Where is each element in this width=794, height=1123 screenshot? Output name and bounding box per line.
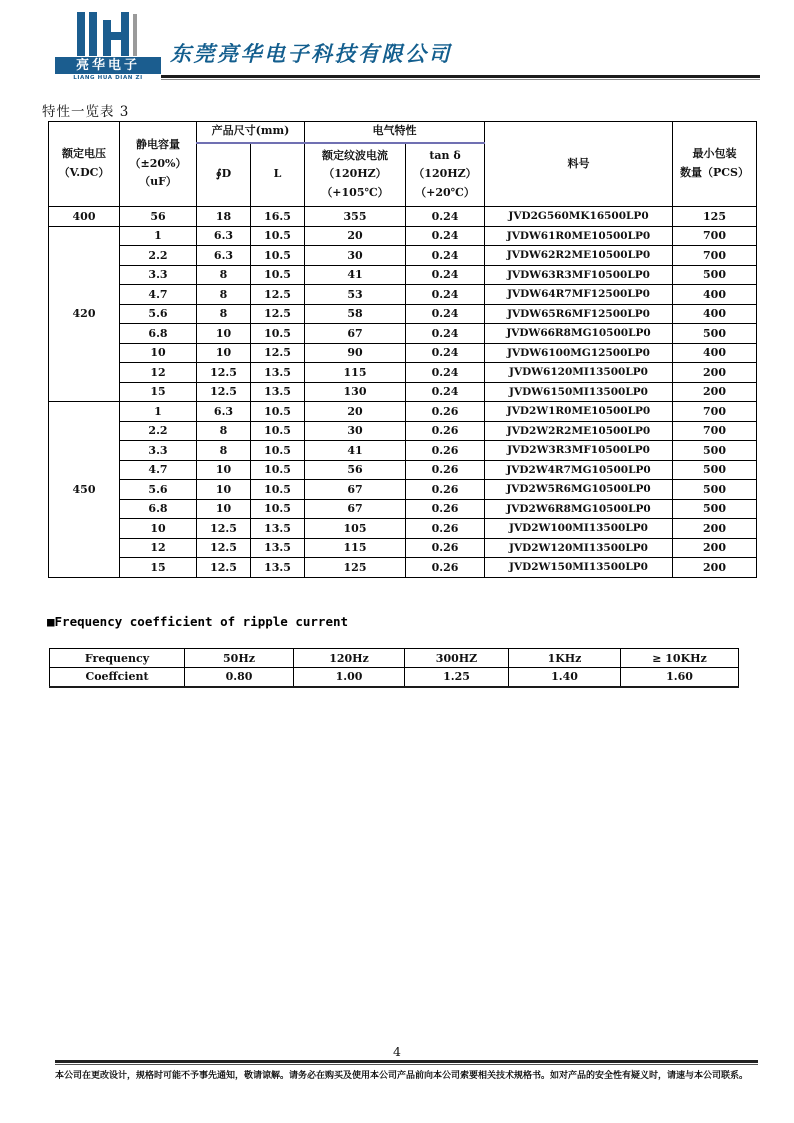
spec-cell-pkg: 700 <box>673 226 757 246</box>
spec-cell-ripple: 355 <box>305 207 406 227</box>
spec-cell-l: 12.5 <box>251 304 305 324</box>
logo-text-cn: 亮华电子 <box>55 57 161 74</box>
spec-cell-cap: 3.3 <box>120 441 197 461</box>
spec-cell-ripple: 58 <box>305 304 406 324</box>
spec-cell-l: 13.5 <box>251 363 305 383</box>
spec-cell-part: JVDW66R8MG10500LP0 <box>485 324 673 344</box>
spec-cell-tan: 0.26 <box>406 480 485 500</box>
spec-cell-pkg: 200 <box>673 519 757 539</box>
spec-cell-ripple: 41 <box>305 441 406 461</box>
spec-row <box>49 441 757 461</box>
spec-cell-pkg: 500 <box>673 265 757 285</box>
spec-cell-tan: 0.24 <box>406 285 485 305</box>
spec-row <box>49 460 757 480</box>
spec-cell-l: 10.5 <box>251 441 305 461</box>
spec-cell-pkg: 400 <box>673 285 757 305</box>
col-header-electrical-group: 电气特性 <box>305 122 485 143</box>
spec-cell-d: 8 <box>197 304 251 324</box>
spec-cell-part: JVD2W4R7MG10500LP0 <box>485 460 673 480</box>
spec-cell-l: 10.5 <box>251 324 305 344</box>
spec-cell-l: 13.5 <box>251 538 305 558</box>
spec-cell-ripple: 67 <box>305 324 406 344</box>
frequency-cell: 1.00 <box>294 668 405 687</box>
spec-cell-l: 10.5 <box>251 421 305 441</box>
company-logo <box>55 12 161 81</box>
spec-cell-tan: 0.26 <box>406 460 485 480</box>
spec-cell-ripple: 67 <box>305 499 406 519</box>
spec-cell-d: 12.5 <box>197 382 251 402</box>
spec-row <box>49 382 757 402</box>
spec-cell-l: 16.5 <box>251 207 305 227</box>
spec-cell-pkg: 125 <box>673 207 757 227</box>
spec-cell-tan: 0.24 <box>406 343 485 363</box>
spec-cell-pkg: 700 <box>673 246 757 266</box>
spec-cell-ripple: 30 <box>305 246 406 266</box>
spec-cell-ripple: 30 <box>305 421 406 441</box>
frequency-cell: 1KHz <box>509 649 621 668</box>
spec-cell-cap: 1 <box>120 226 197 246</box>
spec-cell-cap: 15 <box>120 382 197 402</box>
spec-cell-d: 6.3 <box>197 246 251 266</box>
voltage-cell: 420 <box>49 226 120 402</box>
spec-cell-part: JVDW6150MI13500LP0 <box>485 382 673 402</box>
header-rule-shadow <box>120 79 760 80</box>
spec-cell-cap: 3.3 <box>120 265 197 285</box>
spec-cell-tan: 0.24 <box>406 265 485 285</box>
spec-cell-d: 8 <box>197 265 251 285</box>
spec-cell-cap: 6.8 <box>120 499 197 519</box>
spec-cell-part: JVD2W100MI13500LP0 <box>485 519 673 539</box>
frequency-table <box>49 648 739 688</box>
spec-cell-tan: 0.26 <box>406 421 485 441</box>
spec-cell-tan: 0.26 <box>406 441 485 461</box>
spec-cell-pkg: 200 <box>673 538 757 558</box>
col-header-diameter: ∮D <box>197 143 251 207</box>
spec-row <box>49 519 757 539</box>
spec-cell-cap: 1 <box>120 402 197 422</box>
spec-cell-l: 10.5 <box>251 402 305 422</box>
spec-row <box>49 421 757 441</box>
spec-cell-cap: 2.2 <box>120 246 197 266</box>
spec-cell-part: JVDW65R6MF12500LP0 <box>485 304 673 324</box>
col-header-tan: tan δ （120HZ） （+20℃） <box>406 143 485 207</box>
spec-cell-d: 10 <box>197 343 251 363</box>
spec-cell-l: 13.5 <box>251 558 305 578</box>
spec-cell-pkg: 700 <box>673 421 757 441</box>
col-header-dimensions-group: 产品尺寸(mm) <box>197 122 305 143</box>
spec-cell-pkg: 700 <box>673 402 757 422</box>
spec-cell-ripple: 41 <box>305 265 406 285</box>
spec-cell-pkg: 200 <box>673 382 757 402</box>
spec-cell-d: 10 <box>197 460 251 480</box>
spec-cell-part: JVD2W6R8MG10500LP0 <box>485 499 673 519</box>
spec-cell-ripple: 130 <box>305 382 406 402</box>
spec-row <box>49 246 757 266</box>
spec-cell-d: 12.5 <box>197 519 251 539</box>
frequency-cell: 1.40 <box>509 668 621 687</box>
col-header-voltage: 额定电压 （V.DC） <box>49 122 120 207</box>
voltage-cell: 450 <box>49 402 120 578</box>
spec-cell-cap: 6.8 <box>120 324 197 344</box>
spec-row <box>49 363 757 383</box>
spec-cell-part: JVDW64R7MF12500LP0 <box>485 285 673 305</box>
spec-cell-cap: 15 <box>120 558 197 578</box>
spec-cell-pkg: 500 <box>673 460 757 480</box>
spec-cell-part: JVDW61R0ME10500LP0 <box>485 226 673 246</box>
spec-cell-tan: 0.26 <box>406 558 485 578</box>
spec-row <box>49 402 757 422</box>
spec-row <box>49 265 757 285</box>
spec-cell-tan: 0.24 <box>406 226 485 246</box>
spec-cell-ripple: 67 <box>305 480 406 500</box>
spec-cell-d: 6.3 <box>197 226 251 246</box>
frequency-row <box>50 649 739 668</box>
spec-cell-cap: 10 <box>120 343 197 363</box>
spec-row <box>49 480 757 500</box>
spec-cell-ripple: 105 <box>305 519 406 539</box>
spec-cell-cap: 56 <box>120 207 197 227</box>
spec-cell-tan: 0.26 <box>406 499 485 519</box>
spec-cell-pkg: 400 <box>673 304 757 324</box>
spec-cell-pkg: 500 <box>673 499 757 519</box>
spec-cell-ripple: 20 <box>305 226 406 246</box>
spec-cell-tan: 0.24 <box>406 363 485 383</box>
frequency-cell: 120Hz <box>294 649 405 668</box>
frequency-row-label: Coeffcient <box>50 668 185 687</box>
header-rule <box>120 75 760 78</box>
spec-cell-tan: 0.24 <box>406 304 485 324</box>
spec-cell-part: JVD2G560MK16500LP0 <box>485 207 673 227</box>
spec-cell-l: 10.5 <box>251 226 305 246</box>
col-header-length: L <box>251 143 305 207</box>
spec-header-row-1 <box>49 122 757 143</box>
footer-rule <box>55 1060 758 1063</box>
spec-table <box>48 121 757 578</box>
spec-cell-ripple: 56 <box>305 460 406 480</box>
spec-row <box>49 343 757 363</box>
spec-cell-l: 10.5 <box>251 246 305 266</box>
spec-cell-l: 10.5 <box>251 460 305 480</box>
spec-cell-l: 10.5 <box>251 499 305 519</box>
spec-cell-ripple: 90 <box>305 343 406 363</box>
company-name: 东莞亮华电子科技有限公司 <box>170 41 452 66</box>
spec-row <box>49 324 757 344</box>
spec-cell-d: 10 <box>197 324 251 344</box>
logo-lh-icon <box>75 12 141 56</box>
spec-cell-tan: 0.24 <box>406 324 485 344</box>
spec-row <box>49 538 757 558</box>
spec-cell-pkg: 500 <box>673 324 757 344</box>
spec-cell-tan: 0.24 <box>406 246 485 266</box>
spec-cell-d: 12.5 <box>197 558 251 578</box>
spec-cell-pkg: 500 <box>673 441 757 461</box>
col-header-ripple: 额定纹波电流 （120HZ） （+105℃） <box>305 143 406 207</box>
spec-cell-part: JVD2W120MI13500LP0 <box>485 538 673 558</box>
frequency-cell: 50Hz <box>185 649 294 668</box>
spec-cell-d: 10 <box>197 499 251 519</box>
spec-cell-d: 12.5 <box>197 363 251 383</box>
spec-cell-d: 8 <box>197 421 251 441</box>
spec-cell-tan: 0.24 <box>406 382 485 402</box>
frequency-cell: 1.25 <box>405 668 509 687</box>
spec-cell-part: JVD2W150MI13500LP0 <box>485 558 673 578</box>
footer-disclaimer: 本公司在更改设计，规格时可能不予事先通知，敬请谅解。请务必在购买及使用本公司产品前向本公司索要相关技术规格书。如对产品的安全性有疑义时，请速与本公司联系。 <box>55 1071 749 1081</box>
spec-cell-ripple: 125 <box>305 558 406 578</box>
spec-row <box>49 558 757 578</box>
spec-row <box>49 499 757 519</box>
spec-cell-cap: 10 <box>120 519 197 539</box>
spec-cell-pkg: 500 <box>673 480 757 500</box>
spec-cell-part: JVDW62R2ME10500LP0 <box>485 246 673 266</box>
spec-cell-part: JVD2W1R0ME10500LP0 <box>485 402 673 422</box>
spec-cell-cap: 2.2 <box>120 421 197 441</box>
spec-cell-ripple: 20 <box>305 402 406 422</box>
frequency-cell: ≥ 10KHz <box>621 649 739 668</box>
spec-cell-d: 6.3 <box>197 402 251 422</box>
frequency-section-heading: ■Frequency coefficient of ripple current <box>47 614 349 629</box>
spec-cell-cap: 4.7 <box>120 460 197 480</box>
spec-cell-part: JVDW63R3MF10500LP0 <box>485 265 673 285</box>
col-header-part-no: 料号 <box>485 122 673 207</box>
spec-cell-part: JVD2W5R6MG10500LP0 <box>485 480 673 500</box>
col-header-min-pkg: 最小包装 数量（PCS） <box>673 122 757 207</box>
spec-cell-tan: 0.26 <box>406 402 485 422</box>
spec-cell-pkg: 400 <box>673 343 757 363</box>
spec-cell-d: 12.5 <box>197 538 251 558</box>
frequency-cell: 0.80 <box>185 668 294 687</box>
spec-cell-pkg: 200 <box>673 558 757 578</box>
spec-cell-ripple: 115 <box>305 363 406 383</box>
spec-cell-d: 8 <box>197 441 251 461</box>
spec-cell-l: 10.5 <box>251 480 305 500</box>
spec-row <box>49 226 757 246</box>
spec-cell-ripple: 53 <box>305 285 406 305</box>
spec-table-title: 特性一览表 3 <box>42 104 130 120</box>
spec-cell-cap: 5.6 <box>120 480 197 500</box>
spec-cell-part: JVDW6120MI13500LP0 <box>485 363 673 383</box>
frequency-row-label: Frequency <box>50 649 185 668</box>
spec-cell-cap: 12 <box>120 363 197 383</box>
spec-cell-cap: 5.6 <box>120 304 197 324</box>
spec-cell-cap: 12 <box>120 538 197 558</box>
frequency-cell: 1.60 <box>621 668 739 687</box>
spec-cell-part: JVD2W2R2ME10500LP0 <box>485 421 673 441</box>
logo-text-en: LIANG HUA DIAN ZI <box>73 75 143 81</box>
spec-row <box>49 304 757 324</box>
spec-cell-part: JVDW6100MG12500LP0 <box>485 343 673 363</box>
spec-cell-tan: 0.26 <box>406 538 485 558</box>
spec-row <box>49 285 757 305</box>
spec-cell-l: 13.5 <box>251 382 305 402</box>
spec-cell-l: 12.5 <box>251 285 305 305</box>
spec-cell-pkg: 200 <box>673 363 757 383</box>
spec-cell-ripple: 115 <box>305 538 406 558</box>
spec-cell-tan: 0.26 <box>406 519 485 539</box>
frequency-cell: 300HZ <box>405 649 509 668</box>
spec-cell-d: 18 <box>197 207 251 227</box>
spec-cell-cap: 4.7 <box>120 285 197 305</box>
footer-rule-shadow <box>55 1064 758 1065</box>
frequency-row <box>50 668 739 687</box>
spec-cell-part: JVD2W3R3MF10500LP0 <box>485 441 673 461</box>
spec-cell-l: 13.5 <box>251 519 305 539</box>
spec-cell-l: 12.5 <box>251 343 305 363</box>
page-number: 4 <box>393 1044 401 1059</box>
spec-row <box>49 207 757 227</box>
spec-cell-d: 8 <box>197 285 251 305</box>
spec-cell-tan: 0.24 <box>406 207 485 227</box>
col-header-capacitance: 静电容量 （±20%） （uF） <box>120 122 197 207</box>
voltage-cell: 400 <box>49 207 120 227</box>
spec-cell-l: 10.5 <box>251 265 305 285</box>
spec-cell-d: 10 <box>197 480 251 500</box>
